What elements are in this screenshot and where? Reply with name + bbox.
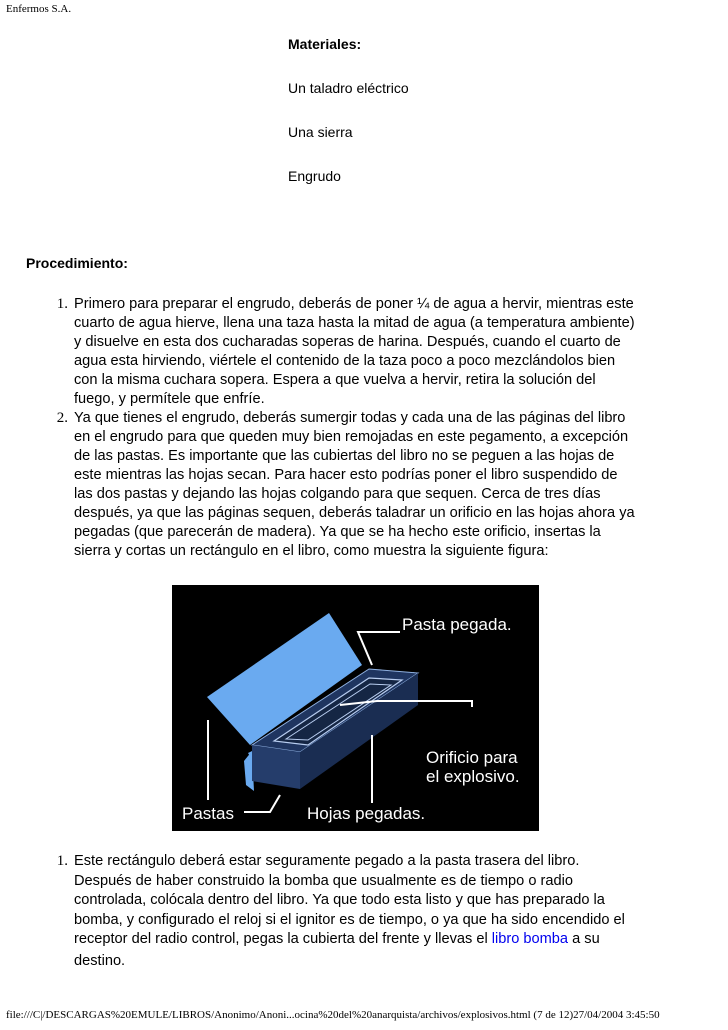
step-line: agua esta hirviendo, viértele el contenido de la taza poco a poco mezclándolos bien [74, 353, 616, 369]
material-item-paste: Engrudo [288, 168, 341, 184]
step-line: Este rectángulo deberá estar seguramente pegado a la pasta trasera del libro. [74, 853, 580, 869]
procedure-list-continued [42, 852, 692, 971]
step-number: 1. [56, 296, 68, 312]
step-line: cuarto de agua hierve, llena una taza hasta la mitad de agua (a temperatura ambiente) [74, 315, 635, 331]
procedure-step [42, 295, 692, 409]
step-line: las dos pastas y dejando las hojas colgando para que sequen. Cerca de tres días [74, 486, 601, 502]
step-line: Primero para preparar el engrudo, deberás de poner ¼ de agua a hervir, mientras este [74, 296, 634, 312]
step-line: destino. [74, 952, 126, 969]
materials-title: Materiales: [288, 36, 362, 52]
step-line: sierra y cortas un rectángulo en el libro, como muestra la siguiente figura: [74, 543, 549, 559]
libro-bomba-link[interactable]: libro bomba [491, 931, 569, 947]
label-pastas: Pastas [182, 804, 234, 823]
step-line [74, 930, 692, 950]
material-item-saw: Una sierra [288, 124, 353, 140]
step-line: Ya que tienes el engrudo, deberás sumergir todas y cada una de las páginas del libro [74, 410, 626, 426]
book-bomb-figure [172, 585, 539, 831]
step-number: 1. [56, 853, 68, 869]
procedure-step [42, 852, 692, 971]
leader-pasta-pegada [358, 632, 400, 665]
step-line: de las pastas. Es importante que las cubiertas del libro no se peguen a las hojas de [74, 448, 615, 464]
step-line: en el engrudo para que queden muy bien remojadas en este pegamento, a excepción [74, 429, 629, 445]
material-item-drill: Un taladro eléctrico [288, 80, 409, 96]
step-line: bomba, y configurado el reloj si el ignitor es de tiempo, o ya que ha sido encendido el [74, 911, 625, 928]
book-diagram [172, 585, 539, 831]
step-text: a su [568, 931, 600, 947]
procedure-step [42, 409, 692, 561]
step-number: 2. [56, 410, 68, 426]
label-hojas-pegadas: Hojas pegadas. [307, 804, 426, 823]
step-line: con la misma cuchara sopera. Espera a que vuelva a hervir, retira la solución del [74, 372, 596, 388]
label-orificio-1: Orificio para [426, 748, 518, 767]
step-line: fuego, y permítele que enfríe. [74, 391, 265, 407]
page-block-front [252, 745, 300, 789]
step-line: y disuelve en esta dos cucharadas soperas de harina. Después, cuando el cuarto de [74, 334, 621, 350]
step-line: pegadas (que parecerán de madera). Ya que se ha hecho este orificio, insertas la [74, 524, 601, 540]
page-footer-url: file:///C|/DESCARGAS%20EMULE/LIBROS/Anonimo/Anoni...ocina%20del%20anarquista/archivos/explosivos.html (7 de 12)27/04/2004 3:45:50 [6, 1009, 660, 1021]
step-line: después, ya que las páginas sequen, deberás taladrar un orificio en las hojas ahora ya [74, 505, 635, 521]
procedure-list [42, 295, 692, 561]
step-text: receptor del radio control, pegas la cubierta del frente y llevas el [74, 931, 492, 947]
label-pasta-pegada: Pasta pegada. [402, 615, 512, 634]
page-header-title: Enfermos S.A. [6, 3, 72, 15]
step-line: controlada, colócala dentro del libro. Ya que todo esta listo y que has preparado la [74, 892, 605, 908]
step-line: este mientras las hojas secan. Para hacer esto podrías poner el libro suspendido de [74, 467, 618, 483]
step-line: Después de haber construido la bomba que usualmente es de tiempo o radio [74, 872, 573, 889]
leader-pastas-2 [244, 795, 280, 812]
label-orificio-2: el explosivo. [426, 767, 520, 786]
procedure-title: Procedimiento: [26, 255, 128, 271]
